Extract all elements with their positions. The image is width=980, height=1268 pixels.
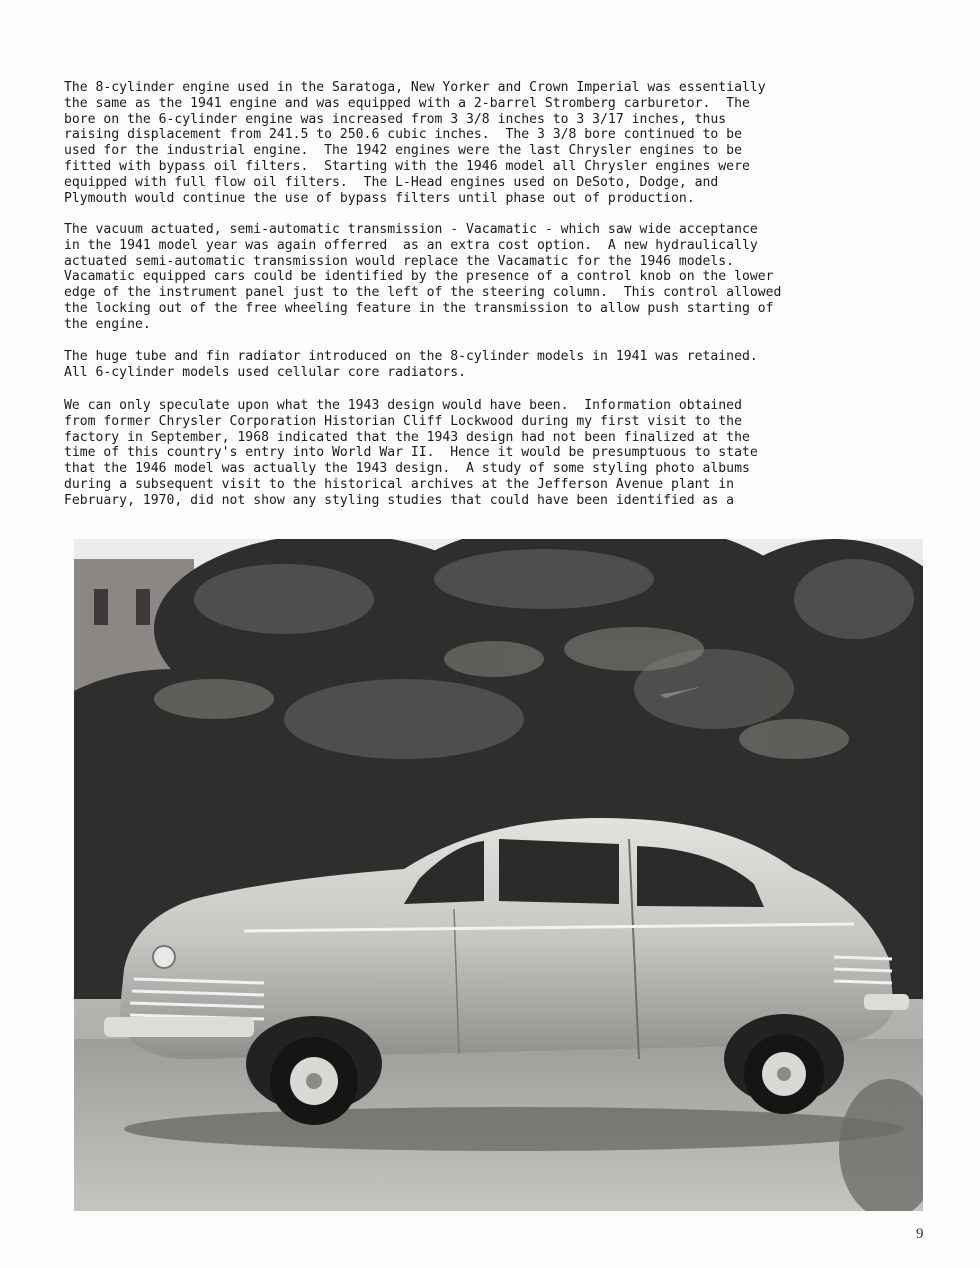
paragraph-engines	[64, 80, 944, 206]
paragraph-1943-design	[64, 398, 944, 509]
text-line: The vacuum actuated, semi-automatic transmission - Vacamatic - which saw wide acceptance	[64, 222, 758, 237]
car-photo-illustration	[74, 539, 923, 1211]
text-line: All 6-cylinder models used cellular core radiators.	[64, 364, 467, 380]
text-line: fitted with bypass oil filters. Starting with the 1946 model all Chrysler engines were	[64, 158, 750, 174]
page-number: 9	[916, 1226, 924, 1242]
text-line: Plymouth would continue the use of bypass filters until phase out of production.	[64, 190, 695, 206]
text-line: in the 1941 model year was again offerred as an extra cost option. A new hydraulically	[64, 237, 758, 253]
text-line: edge of the instrument panel just to the left of the steering column. This control allowed	[64, 285, 782, 301]
text-line: used for the industrial engine. The 1942 engines were the last Chrysler engines to be	[64, 143, 742, 159]
text-line: equipped with full flow oil filters. The L-Head engines used on DeSoto, Dodge, and	[64, 174, 719, 190]
paragraph-radiator	[64, 349, 944, 381]
text-line: the same as the 1941 engine and was equipped with a 2-barrel Stromberg carburetor. The	[64, 95, 750, 111]
text-line: The huge tube and fin radiator introduced on the 8-cylinder models in 1941 was retained.	[64, 349, 758, 364]
car-photo	[74, 539, 923, 1211]
text-line: during a subsequent visit to the historical archives at the Jefferson Avenue plant in	[64, 476, 735, 492]
text-line: The 8-cylinder engine used in the Saratoga, New Yorker and Crown Imperial was essentially	[64, 80, 766, 95]
text-line: from former Chrysler Corporation Historian Cliff Lockwood during my first visit to the	[64, 413, 742, 429]
text-line: actuated semi-automatic transmission would replace the Vacamatic for the 1946 models.	[64, 253, 735, 269]
text-line: bore on the 6-cylinder engine was increased from 3 3/8 inches to 3 3/17 inches, thus	[64, 111, 727, 127]
text-line: We can only speculate upon what the 1943 design would have been. Information obtained	[64, 398, 742, 413]
text-line: time of this country's entry into World War II. Hence it would be presumptuous to state	[64, 445, 758, 461]
paragraph-transmission	[64, 222, 944, 333]
text-line: that the 1946 model was actually the 1943 design. A study of some styling photo albums	[64, 461, 750, 477]
text-line: February, 1970, did not show any styling studies that could have been identified as a	[64, 492, 735, 508]
text-line: the engine.	[64, 316, 151, 332]
text-line: factory in September, 1968 indicated that the 1943 design had not been finalized at the	[64, 429, 750, 445]
text-line: raising displacement from 241.5 to 250.6 cubic inches. The 3 3/8 bore continued to be	[64, 127, 742, 143]
text-line: Vacamatic equipped cars could be identified by the presence of a control knob on the lower	[64, 269, 774, 285]
text-line: the locking out of the free wheeling feature in the transmission to allow push starting of	[64, 300, 774, 316]
